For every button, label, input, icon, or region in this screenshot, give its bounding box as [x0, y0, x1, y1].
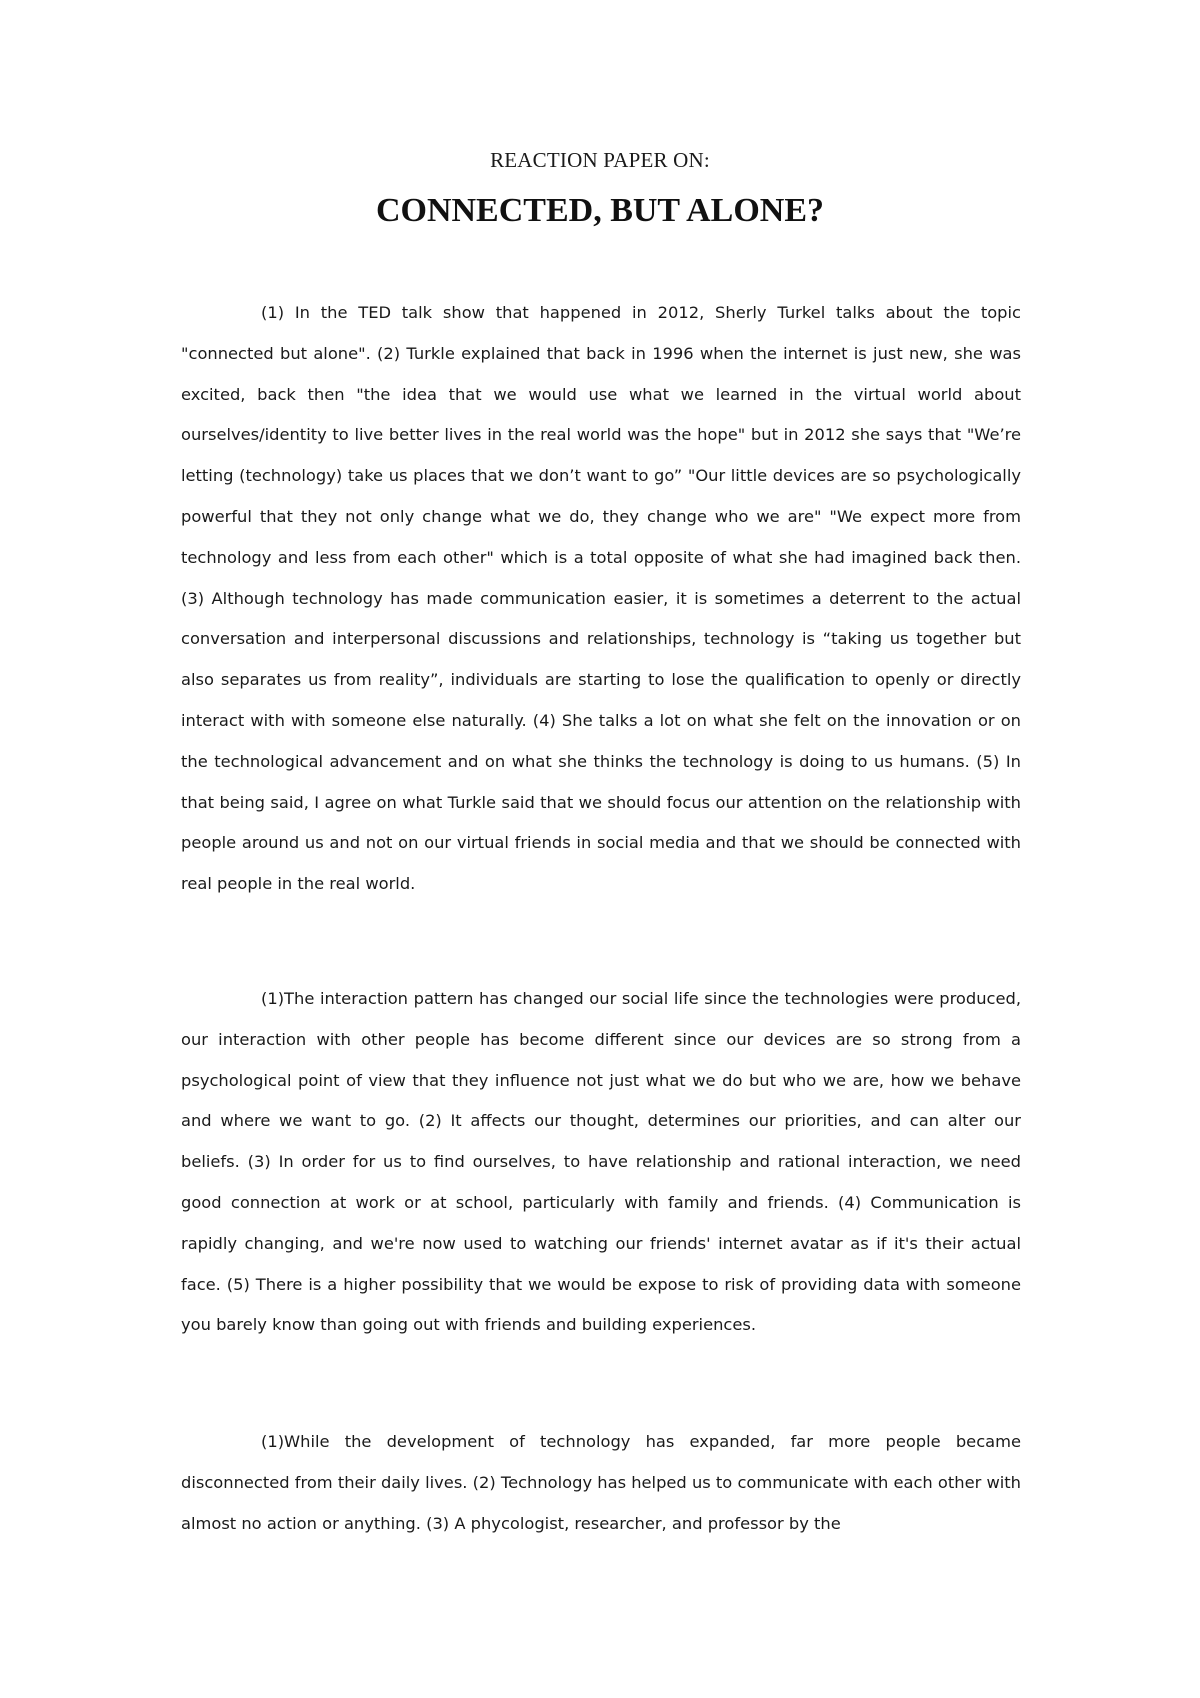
- paragraph-2: (1)The interaction pattern has changed our social life since the technologies were produced, our interaction with other people has become different since our devices are so strong from a psychological point of view that they influence not just what we do but who we are, how we behave and where we want to go. (2) It affects our thought, determines our priorities, and can alter our beliefs. (3) In order for us to find ourselves, to have relationship and rational interaction, we need good connection at work or at school, particularly with family and friends. (4) Communication is rapidly changing, and we're now used to watching our friends' internet avatar as if it's their actual face. (5) There is a higher possibility that we would be expose to risk of providing data with someone you barely know than going out with friends and building experiences.: [181, 989, 1021, 1335]
- document-subtitle: REACTION PAPER ON:: [490, 148, 710, 172]
- document-title: CONNECTED, BUT ALONE?: [375, 192, 825, 229]
- paragraph-1: (1) In the TED talk show that happened in 2012, Sherly Turkel talks about the topic "connected but alone". (2) Turkle explained that back in 1996 when the internet is just new, she was excited, back then "the idea that we would use what we learned in the virtual world about ourselves/identity to live better lives in the real world was the hope" but in 2012 she says that "We’re letting (technology) take us places that we don’t want to go” "Our little devices are so psychologically powerful that they not only change what we do, they change who we are" "We expect more from technology and less from each other" which is a total opposite of what she had imagined back then. (3) Although technology has made communication easier, it is sometimes a deterrent to the actual conversation and interpersonal discussions and relationships, technology is “taking us together but also separates us from reality”, individuals are starting to lose the qualification to openly or directly interact with with someone else naturally. (4) She talks a lot on what she felt on the innovation or on the technological advancement and on what she thinks the technology is doing to us humans. (5) In that being said, I agree on what Turkle said that we should focus our attention on the relationship with people around us and not on our virtual friends in social media and that we should be connected with real people in the real world.: [181, 303, 1021, 894]
- paragraph-3: (1)While the development of technology has expanded, far more people became disconnected from their daily lives. (2) Technology has helped us to communicate with each other with almost no action or anything. (3) A phycologist, researcher, and professor by the: [181, 1432, 1021, 1533]
